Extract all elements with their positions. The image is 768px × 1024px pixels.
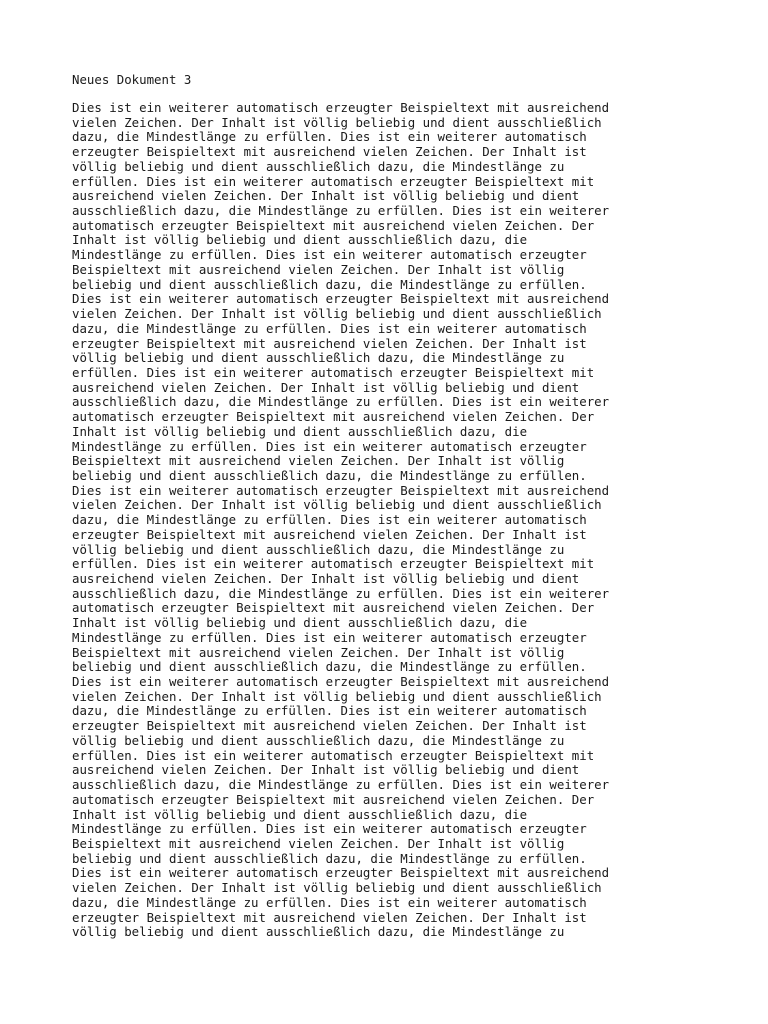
document-body <box>72 101 609 940</box>
text-line: automatisch erzeugter Beispieltext mit ausreichend vielen Zeichen. Der <box>72 600 595 616</box>
text-line: automatisch erzeugter Beispieltext mit ausreichend vielen Zeichen. Der <box>72 791 595 807</box>
document-title: Neues Dokument 3 <box>72 72 192 87</box>
text-line: erzeugter Beispieltext mit ausreichend vielen Zeichen. Der Inhalt ist <box>72 718 587 734</box>
text-line: beliebig und dient ausschließlich dazu, die Mindestlänge zu erfüllen. <box>72 467 587 483</box>
text-line: Dies ist ein weiterer automatisch erzeugter Beispieltext mit ausreichend <box>72 865 610 881</box>
text-line: dazu, die Mindestlänge zu erfüllen. Dies ist ein weiterer automatisch <box>72 512 587 528</box>
text-line: ausreichend vielen Zeichen. Der Inhalt ist völlig beliebig und dient <box>72 379 580 395</box>
text-line: vielen Zeichen. Der Inhalt ist völlig beliebig und dient ausschließlich <box>72 688 602 704</box>
text-line: vielen Zeichen. Der Inhalt ist völlig beliebig und dient ausschließlich <box>72 880 602 896</box>
text-line: ausreichend vielen Zeichen. Der Inhalt ist völlig beliebig und dient <box>72 188 580 204</box>
text-line: Inhalt ist völlig beliebig und dient ausschließlich dazu, die <box>72 423 528 439</box>
text-line: Dies ist ein weiterer automatisch erzeugter Beispieltext mit ausreichend <box>72 482 610 498</box>
text-line: erzeugter Beispieltext mit ausreichend vielen Zeichen. Der Inhalt ist <box>72 526 587 542</box>
text-line: völlig beliebig und dient ausschließlich dazu, die Mindestlänge zu <box>72 350 565 366</box>
text-line: ausschließlich dazu, die Mindestlänge zu erfüllen. Dies ist ein weiterer <box>72 585 610 601</box>
text-line: Inhalt ist völlig beliebig und dient ausschließlich dazu, die <box>72 806 528 822</box>
text-line: automatisch erzeugter Beispieltext mit ausreichend vielen Zeichen. Der <box>72 409 595 425</box>
text-line: dazu, die Mindestlänge zu erfüllen. Dies ist ein weiterer automatisch <box>72 129 587 145</box>
text-line: beliebig und dient ausschließlich dazu, die Mindestlänge zu erfüllen. <box>72 659 587 675</box>
text-line: Beispieltext mit ausreichend vielen Zeichen. Der Inhalt ist völlig <box>72 453 565 469</box>
text-line: erfüllen. Dies ist ein weiterer automatisch erzeugter Beispieltext mit <box>72 747 595 763</box>
text-line: erfüllen. Dies ist ein weiterer automatisch erzeugter Beispieltext mit <box>72 556 595 572</box>
text-line: ausschließlich dazu, die Mindestlänge zu erfüllen. Dies ist ein weiterer <box>72 203 610 219</box>
text-line: erzeugter Beispieltext mit ausreichend vielen Zeichen. Der Inhalt ist <box>72 335 587 351</box>
text-line: völlig beliebig und dient ausschließlich dazu, die Mindestlänge zu <box>72 158 565 174</box>
text-line: vielen Zeichen. Der Inhalt ist völlig beliebig und dient ausschließlich <box>72 306 602 322</box>
text-line: Mindestlänge zu erfüllen. Dies ist ein weiterer automatisch erzeugter <box>72 629 587 645</box>
text-line: dazu, die Mindestlänge zu erfüllen. Dies ist ein weiterer automatisch <box>72 703 587 719</box>
text-line: völlig beliebig und dient ausschließlich dazu, die Mindestlänge zu <box>72 541 565 557</box>
text-line: ausschließlich dazu, die Mindestlänge zu erfüllen. Dies ist ein weiterer <box>72 394 610 410</box>
text-line: dazu, die Mindestlänge zu erfüllen. Dies ist ein weiterer automatisch <box>72 320 587 336</box>
text-line: Beispieltext mit ausreichend vielen Zeichen. Der Inhalt ist völlig <box>72 644 565 660</box>
text-line: Dies ist ein weiterer automatisch erzeugter Beispieltext mit ausreichend <box>72 100 610 115</box>
text-line: Beispieltext mit ausreichend vielen Zeichen. Der Inhalt ist völlig <box>72 261 565 277</box>
text-line: ausreichend vielen Zeichen. Der Inhalt ist völlig beliebig und dient <box>72 571 580 586</box>
text-line: erzeugter Beispieltext mit ausreichend vielen Zeichen. Der Inhalt ist <box>72 909 587 925</box>
text-line: Inhalt ist völlig beliebig und dient ausschließlich dazu, die <box>72 615 528 631</box>
text-line: völlig beliebig und dient ausschließlich dazu, die Mindestlänge zu <box>72 924 565 940</box>
text-line: erzeugter Beispieltext mit ausreichend vielen Zeichen. Der Inhalt ist <box>72 144 587 160</box>
text-line: beliebig und dient ausschließlich dazu, die Mindestlänge zu erfüllen. <box>72 850 587 866</box>
text-line: erfüllen. Dies ist ein weiterer automatisch erzeugter Beispieltext mit <box>72 173 595 189</box>
text-line: völlig beliebig und dient ausschließlich dazu, die Mindestlänge zu <box>72 732 565 748</box>
text-line: dazu, die Mindestlänge zu erfüllen. Dies ist ein weiterer automatisch <box>72 894 587 910</box>
text-line: vielen Zeichen. Der Inhalt ist völlig beliebig und dient ausschließlich <box>72 114 602 130</box>
text-line: erfüllen. Dies ist ein weiterer automatisch erzeugter Beispieltext mit <box>72 364 595 380</box>
text-line: Mindestlänge zu erfüllen. Dies ist ein weiterer automatisch erzeugter <box>72 438 587 454</box>
text-line: automatisch erzeugter Beispieltext mit ausreichend vielen Zeichen. Der <box>72 217 595 233</box>
text-line: Inhalt ist völlig beliebig und dient ausschließlich dazu, die <box>72 232 528 248</box>
text-line: Beispieltext mit ausreichend vielen Zeichen. Der Inhalt ist völlig <box>72 835 565 851</box>
text-line: ausschließlich dazu, die Mindestlänge zu erfüllen. Dies ist ein weiterer <box>72 777 610 793</box>
text-line: vielen Zeichen. Der Inhalt ist völlig beliebig und dient ausschließlich <box>72 497 602 513</box>
text-line: Dies ist ein weiterer automatisch erzeugter Beispieltext mit ausreichend <box>72 674 610 690</box>
text-line: Mindestlänge zu erfüllen. Dies ist ein weiterer automatisch erzeugter <box>72 247 587 263</box>
text-line: Mindestlänge zu erfüllen. Dies ist ein weiterer automatisch erzeugter <box>72 821 587 837</box>
text-line: ausreichend vielen Zeichen. Der Inhalt ist völlig beliebig und dient <box>72 762 580 778</box>
text-line: Dies ist ein weiterer automatisch erzeugter Beispieltext mit ausreichend <box>72 291 610 307</box>
text-line: beliebig und dient ausschließlich dazu, die Mindestlänge zu erfüllen. <box>72 276 587 292</box>
